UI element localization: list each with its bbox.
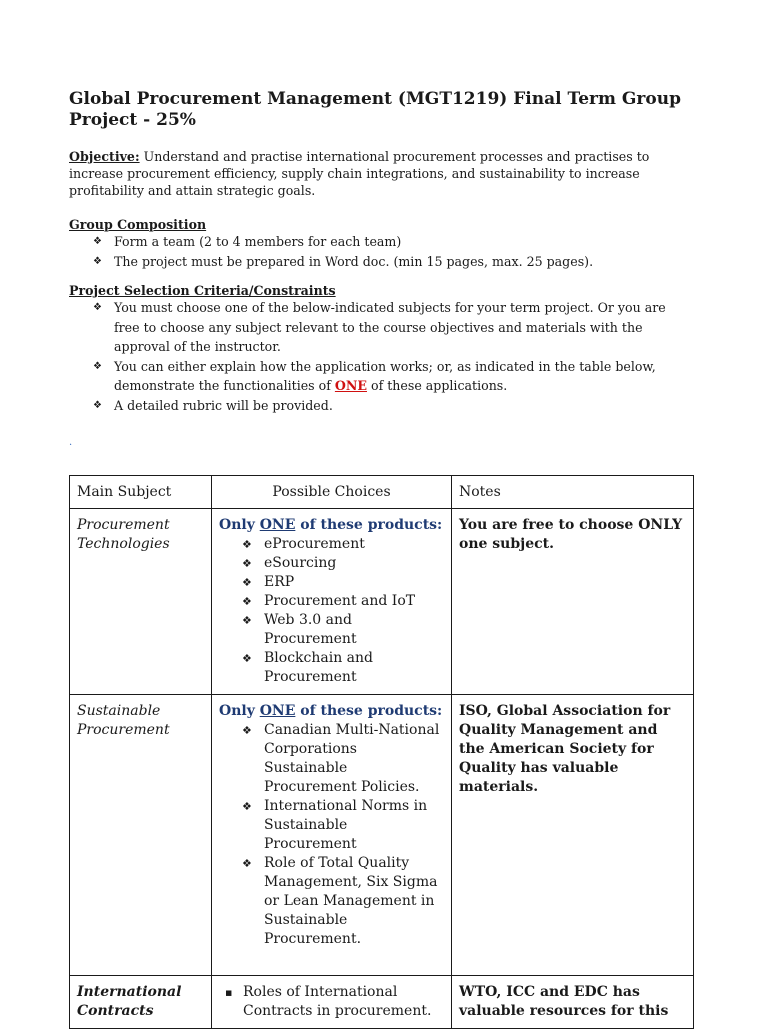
list-item: ❖ eSourcing (242, 555, 337, 571)
diamond-bullet-icon: ❖ (93, 302, 102, 313)
diamond-bullet-icon: ❖ (93, 255, 102, 267)
table-row (70, 509, 694, 695)
list-item: ❖ You can either explain how the application works; or, as indicated in the table below, demonstrate the functionalities of ONE of these applications. (93, 358, 656, 394)
group-composition-heading: Group Composition (69, 217, 207, 232)
list-item: ❖ eProcurement (242, 536, 365, 552)
list-item: ❖ Blockchain and Procurement (242, 650, 373, 685)
notes-cell: ISO, Global Association for Quality Management and the American Society for Quality has valuable materials. (452, 695, 694, 976)
objective-text: Understand and practise international procurement processes and practises to increase procurement efficiency, supply chain integrations, and sustainability to increase profitability and attain strategic goals. (69, 149, 650, 198)
objective-paragraph (69, 148, 689, 199)
diamond-bullet-icon: ❖ (242, 857, 252, 870)
diamond-bullet-icon: ❖ (242, 724, 252, 737)
list-item: ❖ Web 3.0 and Procurement (242, 612, 357, 647)
list-item: ❖ Role of Total Quality Management, Six Sigma or Lean Management in Sustainable Procurement. (242, 855, 438, 947)
choice-intro: Only ONE of these products: (219, 517, 443, 533)
diamond-bullet-icon: ❖ (242, 614, 252, 627)
criteria-heading: Project Selection Criteria/Constraints (69, 283, 336, 298)
list-item: ▪ Roles of International Contracts in procurement. (225, 984, 432, 1019)
choices-list (219, 983, 444, 1021)
list-item: ❖ A detailed rubric will be provided. (93, 397, 333, 413)
list-item: ❖ You must choose one of the below-indicated subjects for your term project. Or you are free to choose any subject relevant to the course objectives and materials with the approval of the instructor. (93, 300, 666, 355)
header-main-subject: Main Subject (70, 476, 212, 509)
header-notes: Notes (452, 476, 694, 509)
subject-cell: Procurement Technologies (70, 509, 212, 695)
choices-cell (212, 976, 452, 1029)
list-item: ❖ Form a team (2 to 4 members for each team) (93, 234, 402, 249)
group-composition-list (69, 232, 691, 271)
stray-mark: . (69, 437, 73, 448)
table-header-row (70, 476, 694, 509)
objective-label: Objective: (69, 149, 140, 164)
choices-list (219, 535, 444, 687)
subjects-table (69, 475, 694, 1029)
diamond-bullet-icon: ❖ (242, 800, 252, 813)
diamond-bullet-icon: ❖ (93, 236, 102, 247)
choices-cell (212, 695, 452, 976)
emphasis-one: ONE (334, 378, 367, 394)
diamond-bullet-icon: ❖ (242, 557, 252, 570)
choice-intro: Only ONE of these products: (219, 703, 443, 719)
diamond-bullet-icon: ❖ (242, 576, 252, 589)
subject-cell: International Contracts (70, 976, 212, 1029)
list-item: ❖ ERP (242, 574, 295, 590)
choices-list (219, 721, 444, 949)
choices-cell (212, 509, 452, 695)
criteria-list (69, 298, 691, 416)
diamond-bullet-icon: ❖ (242, 595, 252, 608)
diamond-bullet-icon: ❖ (93, 399, 102, 411)
diamond-bullet-icon: ❖ (242, 538, 252, 551)
table-row (70, 976, 694, 1029)
page-title: Global Procurement Management (MGT1219) Final Term Group Project - 25% (69, 89, 681, 130)
notes-cell: WTO, ICC and EDC has valuable resources for this (452, 976, 694, 1029)
list-item: ❖ Procurement and IoT (242, 593, 416, 609)
square-bullet-icon: ▪ (225, 986, 233, 999)
table-row (70, 695, 694, 976)
diamond-bullet-icon: ❖ (242, 652, 252, 665)
header-possible-choices: Possible Choices (212, 476, 452, 509)
notes-cell: You are free to choose ONLY one subject. (452, 509, 694, 695)
subject-cell: Sustainable Procurement (70, 695, 212, 976)
list-item: ❖ International Norms in Sustainable Procurement (242, 798, 428, 852)
list-item: ❖ The project must be prepared in Word doc. (min 15 pages, max. 25 pages). (93, 253, 594, 269)
list-item: ❖ Canadian Multi-National Corporations Sustainable Procurement Policies. (242, 722, 440, 795)
diamond-bullet-icon: ❖ (93, 360, 102, 372)
